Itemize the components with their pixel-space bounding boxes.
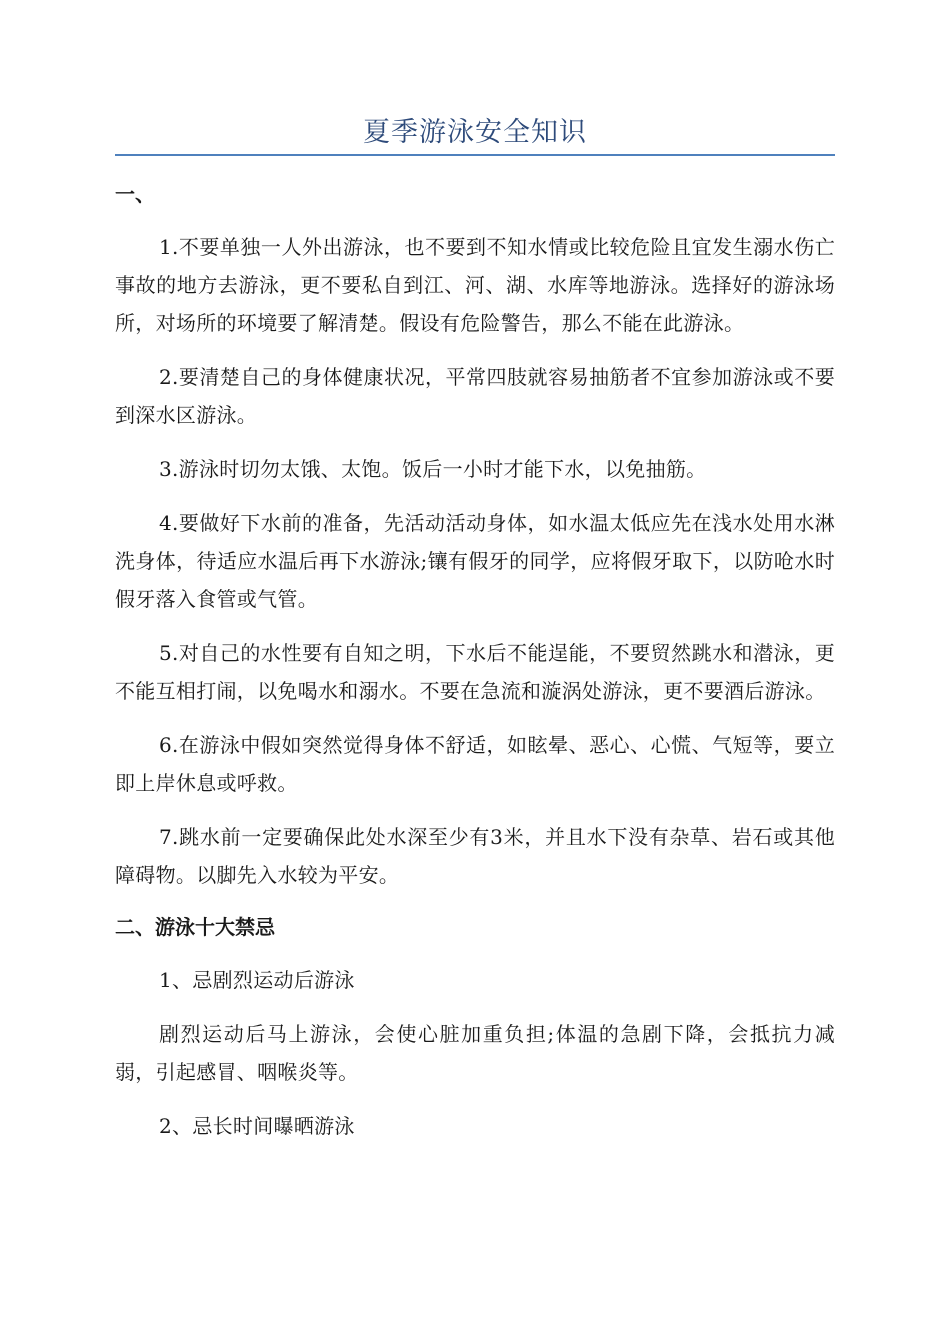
subheading: 1、忌剧烈运动后游泳 — [159, 968, 355, 992]
paragraph: 3.游泳时切勿太饿、太饱。饭后一小时才能下水，以免抽筋。 — [159, 457, 707, 481]
paragraph: 5.对自己的水性要有自知之明，下水后不能逞能，不要贸然跳水和潜泳，更不能互相打闹，以免喝水和溺水。不要在急流和漩涡处游泳，更不要酒后游泳。 — [115, 641, 835, 703]
paragraph: 7.跳水前一定要确保此处水深至少有3米，并且水下没有杂草、岩石或其他障碍物。以脚先入水较为平安。 — [115, 825, 835, 887]
paragraph: 1.不要单独一人外出游泳，也不要到不知水情或比较危险且宜发生溺水伤亡事故的地方去游泳，更不要私自到江、河、湖、水库等地游泳。选择好的游泳场所，对场所的环境要了解清楚。假设有危险警告，那么不能在此游泳。 — [115, 235, 835, 335]
paragraph: 2.要清楚自己的身体健康状况，平常四肢就容易抽筋者不宜参加游泳或不要到深水区游泳。 — [115, 365, 835, 427]
paragraph: 4.要做好下水前的准备，先活动活动身体，如水温太低应先在浅水处用水淋洗身体，待适应水温后再下水游泳;镶有假牙的同学，应将假牙取下，以防呛水时假牙落入食管或气管。 — [115, 511, 835, 611]
document-body — [115, 175, 835, 1145]
paragraph: 6.在游泳中假如突然觉得身体不舒适，如眩晕、恶心、心慌、气短等，要立即上岸休息或呼救。 — [115, 733, 835, 795]
paragraph: 剧烈运动后马上游泳，会使心脏加重负担;体温的急剧下降，会抵抗力减弱，引起感冒、咽喉炎等。 — [115, 1022, 835, 1084]
title-underline — [115, 154, 835, 156]
page-title: 夏季游泳安全知识 — [363, 117, 587, 148]
section-heading-2: 二、游泳十大禁忌 — [115, 915, 275, 939]
subheading: 2、忌长时间曝晒游泳 — [159, 1114, 355, 1138]
section-heading-1: 一、 — [115, 182, 155, 206]
